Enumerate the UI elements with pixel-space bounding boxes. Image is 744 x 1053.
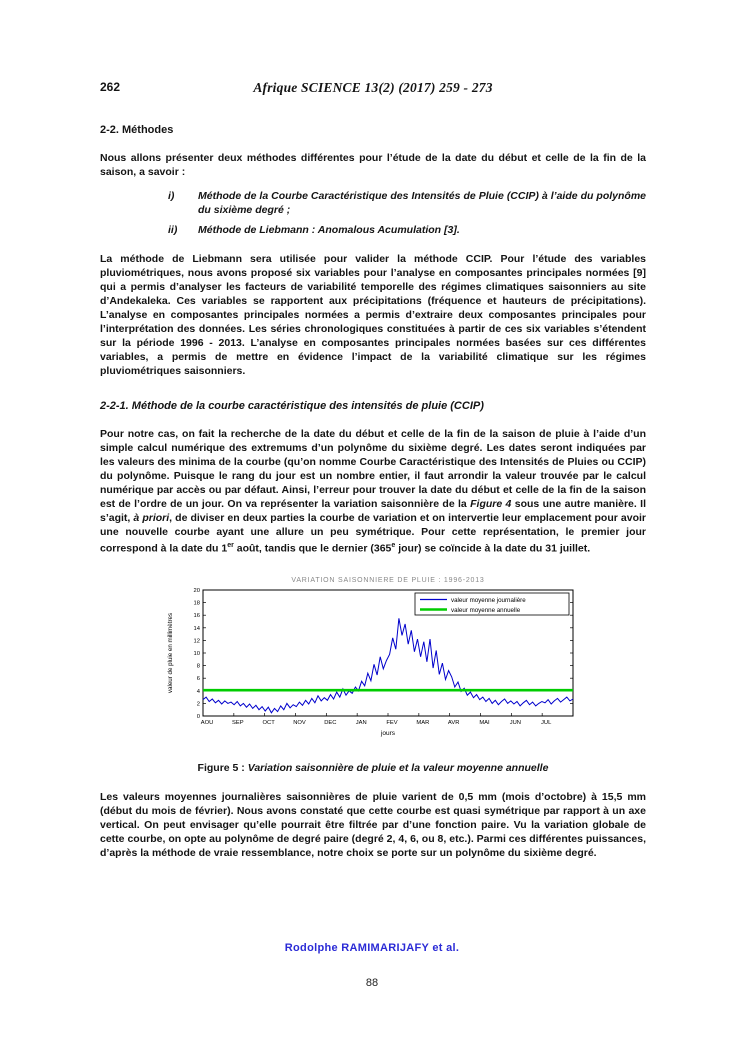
text-segment: er [227, 542, 234, 549]
page-content [100, 80, 646, 860]
y-tick-label: 18 [193, 600, 200, 607]
chart-title: VARIATION SAISONNIERE DE PLUIE : 1996-2013 [291, 576, 485, 584]
list-marker: i) [168, 190, 175, 202]
list-item-i [168, 189, 646, 217]
y-tick-label: 20 [193, 587, 200, 594]
page-header [100, 80, 646, 98]
x-tick-label: AOU [200, 719, 214, 726]
section-heading-methods: 2-2. Méthodes [100, 124, 174, 136]
paragraph-ccip [100, 427, 646, 556]
legend-label-daily: valeur moyenne journalière [451, 596, 526, 604]
figure-caption [100, 761, 646, 775]
text-segment: Pour notre cas, on fait la recherche de la date du début et celle de la fin de la saison de pluie à l’aide d’un simple calcul numérique des extremums d’un polynôme du sixième degré. Les dates seront indiquées par les valeurs des minima de la courbe (qu’on nomme Courbe Caractéristique des Intensités de Pluies ou CCIP) du polynôme. Puisque le rang du jour est un nombre entier, il faut arrondir la valeur trouvée par le calcul numérique par accès ou par défaut. Ainsi, l’erreur pour trouver la date du début et celle de la fin de la saison est de l’ordre de un jour. On va représenter la variation saisonnière de la [100, 428, 646, 510]
x-tick-label: DEC [324, 719, 337, 726]
x-tick-label: NOV [293, 719, 306, 726]
y-tick-label: 8 [196, 663, 200, 670]
x-tick-label: JUN [509, 719, 521, 726]
list-item-text: Méthode de Liebmann : Anomalous Acumulation [3]. [198, 224, 460, 236]
x-tick-label: JUL [541, 719, 552, 726]
text-segment: jour) se coïncide à la date du 31 juillet. [395, 542, 591, 555]
y-tick-label: 16 [193, 612, 200, 619]
y-tick-label: 4 [196, 688, 200, 695]
y-tick-label: 12 [193, 637, 200, 644]
x-tick-label: OCT [262, 719, 275, 726]
x-tick-label: MAI [479, 719, 490, 726]
paragraph-values: Les valeurs moyennes journalières saisonnières de pluie varient de 0,5 mm (mois d’octobre) à 15,5 mm (début du mois de février). Nous avons constaté que cette courbe est quasi symétrique par rapport à un axe vertical. On peut envisager qu’elle pourrait être filtrée par d’une fonction paire. Vu la variation globale de cette courbe, on opte au polynôme de degré paire (degré 2, 4, 6, ou 8, etc.). Parmi ces différentes puissances, d’après la méthode de vraie ressemblance, notre choix se porte sur un polynôme du sixième degré. [100, 790, 646, 859]
x-tick-label: FEV [386, 719, 398, 726]
list-item-ii [168, 223, 646, 237]
figure-5-chart [163, 570, 583, 742]
y-tick-label: 14 [193, 625, 200, 632]
paragraph-intro: Nous allons présenter deux méthodes différentes pour l’étude de la date du début et celle de la fin de la saison, a savoir : [100, 152, 646, 178]
text-segment: , de diviser en deux parties la courbe de variation et on intervertie leur emplacement pour avoir une nouvelle courbe ayant une allure un peu symétrique. Pour cette représentation, le premier jour correspond à la date du 1 [100, 512, 647, 555]
y-axis-label: valeur de pluie en millimètres [167, 612, 174, 693]
x-tick-label: JAN [355, 719, 367, 726]
x-axis-label: jours [380, 729, 396, 737]
legend-label-annual: valeur moyenne annuelle [451, 606, 521, 614]
journal-header: Afrique SCIENCE 13(2) (2017) 259 - 273 [253, 80, 493, 95]
text-segment: août, tandis que le dernier (365 [233, 542, 392, 555]
list-marker: ii) [168, 224, 178, 236]
methods-list [168, 189, 646, 237]
page-number: 88 [365, 977, 379, 989]
text-segment: Figure 4 [470, 498, 512, 510]
footer-author: Rodolphe RAMIMARIJAFY et al. [284, 942, 460, 954]
y-tick-label: 2 [196, 700, 200, 707]
paragraph-liebmann: La méthode de Liebmann sera utilisée pour valider la méthode CCIP. Pour l’étude des variables pluviométriques, nous avons proposé six variables pour l’analyse en composantes principales normées [9] qui a permis d’analyser les facteurs de variabilité temporelle des régimes climatiques saisonniers au site d’Andekaleka. Ces variables se rapportent aux précipitations (fréquence et hauteurs de précipitations). L’analyse en composantes principales normées a permis d’extraire deux composantes principales pour l’interprétation des données. Les séries chronologiques constituées à partir de ces six variables s’étendent sur la période 1996 - 2013. L’analyse en composantes principales normées basées sur ces différentes variables, a permis de mettre en évidence l’impact de la variabilité climatique sur les régimes pluviométriques saisonniers. [100, 253, 646, 377]
y-tick-label: 0 [196, 713, 200, 720]
figure-5 [163, 570, 583, 747]
text-segment: e [391, 542, 396, 549]
text-segment: à priori [133, 512, 170, 524]
section-heading-ccip: 2-2-1. Méthode de la courbe caractéristique des intensités de pluie (CCIP) [100, 400, 484, 412]
x-tick-label: MAR [416, 719, 430, 726]
y-tick-label: 10 [193, 650, 200, 657]
figure-caption-text: Variation saisonnière de pluie et la valeur moyenne annuelle [244, 761, 549, 774]
y-tick-label: 6 [196, 675, 200, 682]
text-segment: sous une autre manière. Il s’agit, [100, 498, 646, 524]
figure-caption-label: Figure 5 : [197, 761, 245, 774]
list-item-text: Méthode de la Courbe Caractéristique des Intensités de Pluie (CCIP) à l’aide du polynôme du sixième degré ; [198, 190, 646, 216]
x-tick-label: AVR [447, 719, 460, 726]
x-tick-label: SEP [232, 719, 244, 726]
page-folio: 262 [100, 80, 121, 94]
